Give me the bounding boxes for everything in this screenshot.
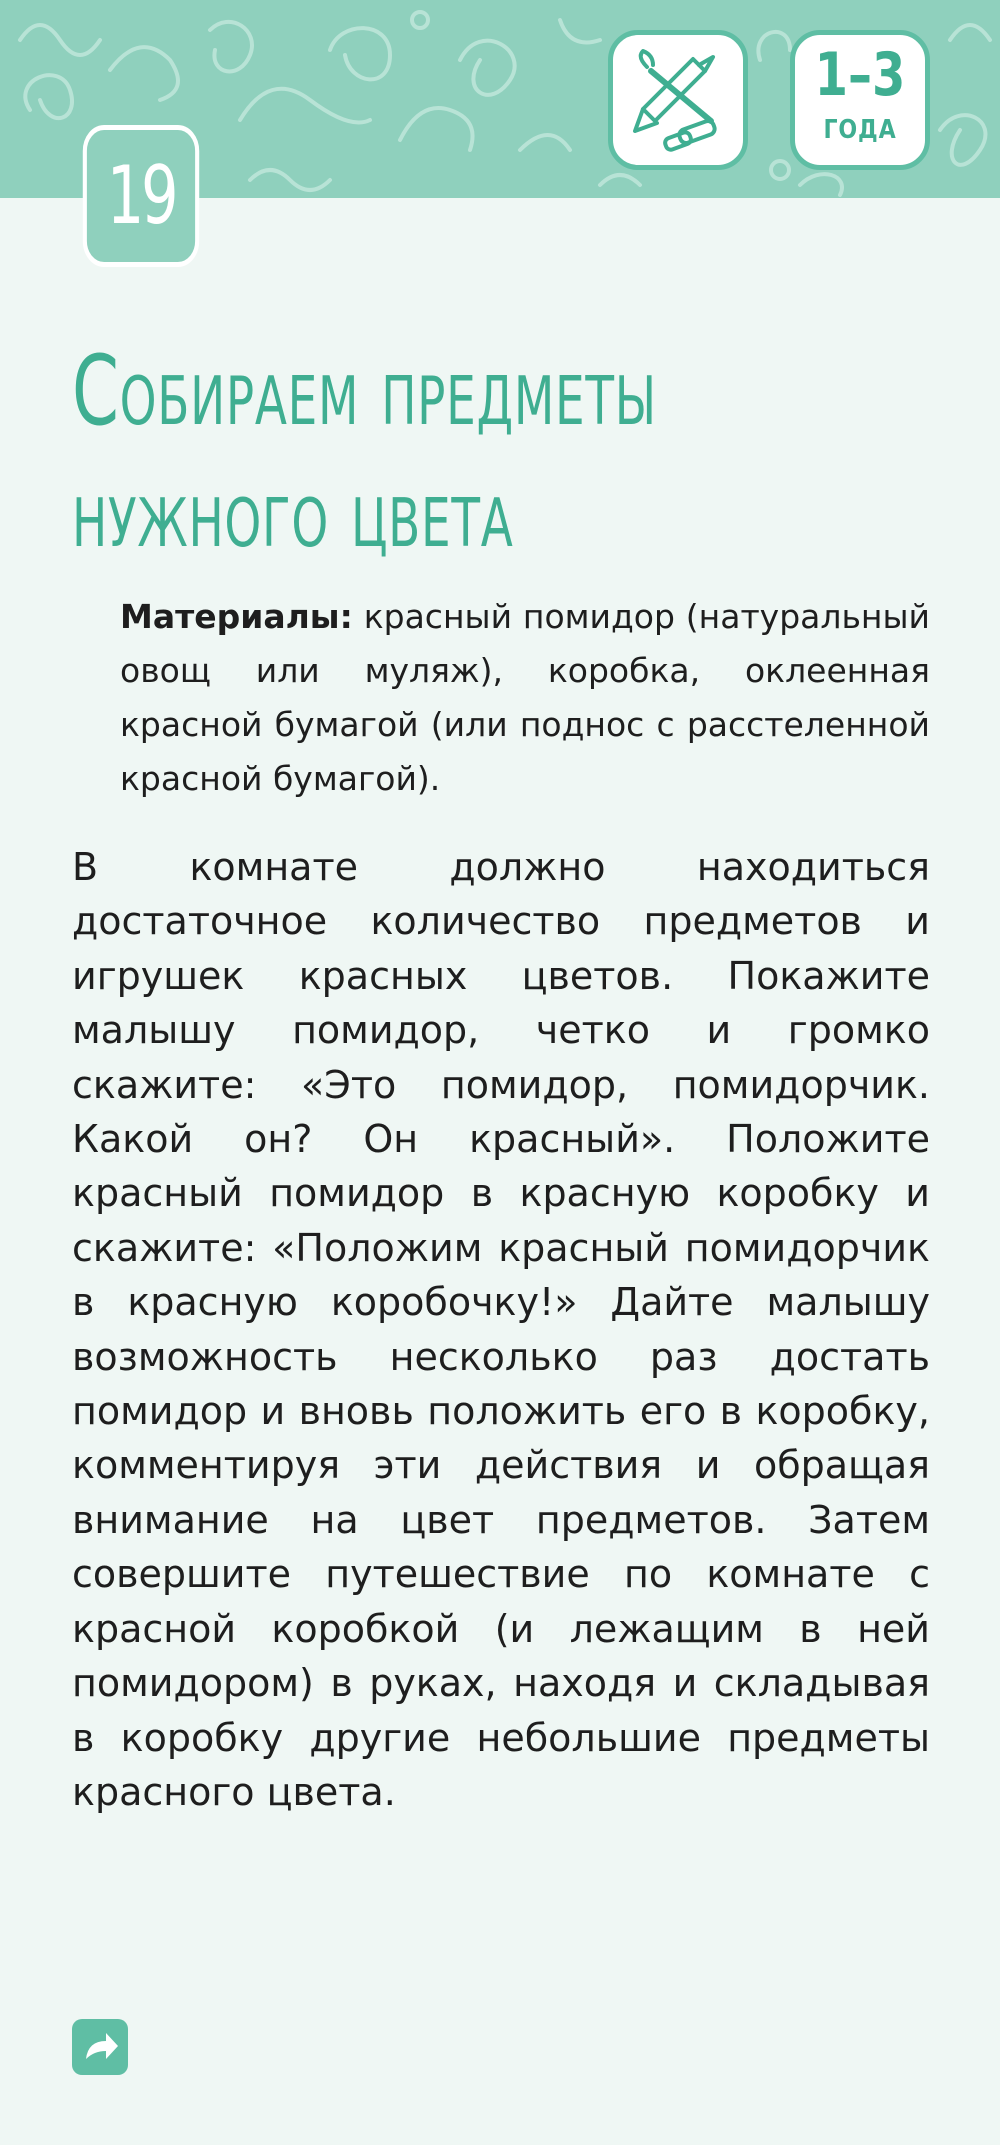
age-unit-label: ГОДА xyxy=(823,115,897,145)
card-number-badge: 19 xyxy=(83,125,199,267)
brush-and-pencil-icon xyxy=(621,43,735,157)
share-button[interactable] xyxy=(72,2019,128,2075)
age-range-badge xyxy=(790,30,930,170)
materials-label: Материалы: xyxy=(120,597,353,636)
activity-type-badge xyxy=(608,30,748,170)
instructions-paragraph: В комнате должно находиться достаточное количество предметов и игрушек красных цветов. Покажите малышу помидор, четко и громко скажите: «Это помидор, помидорчик. Какой он? Он красный». Положите красный помидор в красную коробку и скажите: «Положим красный помидорчик в красную коробочку!» Дайте малышу возможность несколько раз достать помидор и вновь положить его в коробку, комментируя эти действия и обращая внимание на цвет предметов. Затем совершите путешествие по комнате с красной коробкой (и лежащим в ней помидором) в руках, находя и складывая в коробку другие небольшие предметы красного цвета. xyxy=(72,845,930,1814)
activity-title-line-1: Собираем предметы xyxy=(72,335,657,447)
materials-paragraph xyxy=(120,590,930,806)
age-range-value: 1–3 xyxy=(814,40,906,110)
activity-title xyxy=(72,330,688,574)
share-arrow-icon xyxy=(72,2019,128,2075)
materials-text: красный помидор (натуральный овощ или муляж), коробка, оклеенная красной бумагой (или поднос с расстеленной красной бумагой). xyxy=(120,597,930,798)
activity-title-line-2: нужного цвета xyxy=(72,457,514,569)
